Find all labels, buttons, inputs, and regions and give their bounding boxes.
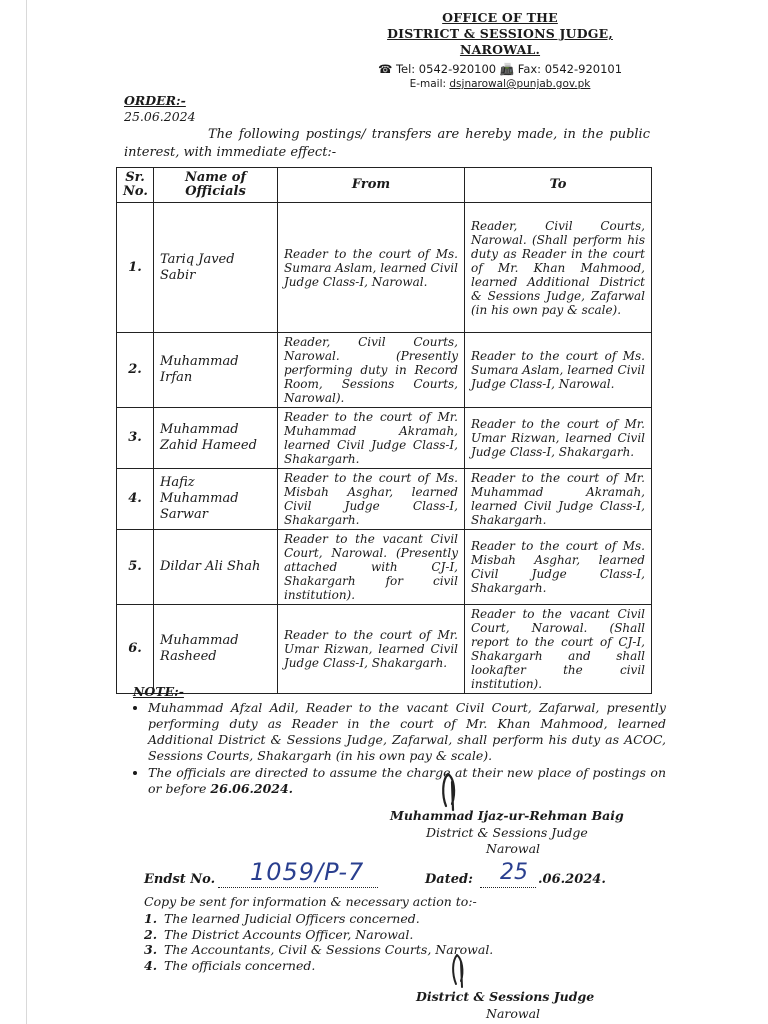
list-text: The District Accounts Officer, Narowal. xyxy=(164,926,414,942)
header-to: To xyxy=(465,168,652,203)
table-row xyxy=(117,469,652,530)
email-label: E-mail: xyxy=(409,78,450,90)
list-number: 4. xyxy=(144,957,158,973)
dated-day: 25 xyxy=(500,860,528,885)
table-row xyxy=(117,530,652,605)
sr-cell: 1. xyxy=(117,203,154,333)
name-cell: Dildar Ali Shah xyxy=(154,530,278,605)
email-link[interactable]: dsjnarowal@punjab.gov.pk xyxy=(449,78,591,90)
header-line-3: NAROWAL. xyxy=(459,42,541,57)
to-cell: Reader to the court of Ms. Misbah Asghar, learned Civil Judge Class-I, Shakargarh. xyxy=(465,530,652,605)
signature-mark-2 xyxy=(446,952,476,990)
endst-number: 1059/P-7 xyxy=(250,858,365,886)
sr-cell: 3. xyxy=(117,408,154,469)
list-item xyxy=(144,942,493,958)
name-cell: Tariq Javed Sabir xyxy=(154,203,278,333)
list-text: The learned Judicial Officers concerned. xyxy=(164,911,420,926)
sr-cell: 6. xyxy=(117,605,154,694)
phone-icon: ☎ xyxy=(377,62,393,76)
note-item xyxy=(148,765,666,797)
to-cell: Reader to the vacant Civil Court, Narowal. (Shall report to the court of CJ-I, Shakargarh and shall lookafter the civil institution). xyxy=(465,605,652,694)
header-sr-no: Sr. No. xyxy=(117,168,154,203)
fax-icon: 📠 xyxy=(499,62,515,76)
notes-list xyxy=(130,700,666,798)
header-name: Name of Officials xyxy=(154,168,278,203)
name-cell: Hafiz Muhammad Sarwar xyxy=(154,469,278,530)
list-item xyxy=(144,958,493,974)
order-label: ORDER:- xyxy=(124,93,186,108)
signatory-place: Narowal xyxy=(486,841,541,856)
sr-cell: 5. xyxy=(117,530,154,605)
header-from: From xyxy=(278,168,465,203)
endorsement-signatory-title: District & Sessions Judge xyxy=(416,989,595,1004)
endst-label: Endst No. xyxy=(144,872,216,887)
dated-dotted-line xyxy=(480,887,536,888)
contact-block xyxy=(350,62,650,92)
to-cell: Reader to the court of Mr. Muhammad Akramah, learned Civil Judge Class-I, Shakargarh. xyxy=(465,469,652,530)
list-text: The Accountants, Civil & Sessions Courts, Narowal. xyxy=(164,942,494,957)
table-row xyxy=(117,408,652,469)
name-cell: Muhammad Zahid Hameed xyxy=(154,408,278,469)
note-label: NOTE:- xyxy=(133,684,184,699)
table-row xyxy=(117,605,652,694)
from-cell: Reader, Civil Courts, Narowal. (Presently performing duty in Record Room, Sessions Courts, Narowal). xyxy=(278,333,465,408)
sr-cell: 2. xyxy=(117,333,154,408)
office-header xyxy=(360,10,640,58)
name-cell: Muhammad Rasheed xyxy=(154,605,278,694)
from-cell: Reader to the court of Ms. Sumara Aslam, learned Civil Judge Class-I, Narowal. xyxy=(278,203,465,333)
order-intro: The following postings/ transfers are hereby made, in the public interest, with immediate effect:- xyxy=(124,127,650,160)
list-item xyxy=(144,927,493,943)
page-margin-line xyxy=(26,0,27,1024)
list-number: 3. xyxy=(144,942,158,957)
table-row xyxy=(117,333,652,408)
note-text: The officials are directed to assume the charge at their new place of postings on or before xyxy=(148,765,666,796)
list-number: 2. xyxy=(144,926,158,942)
from-cell: Reader to the vacant Civil Court, Narowal. (Presently attached with CJ-I, Shakargarh for civil institution). xyxy=(278,530,465,605)
to-cell: Reader, Civil Courts, Narowal. (Shall perform his duty as Reader in the court of Mr. Khan Mahmood, learned Additional District & Sessions Judge, Zafarwal (in his own pay & scale). xyxy=(465,203,652,333)
from-cell: Reader to the court of Mr. Umar Rizwan, learned Civil Judge Class-I, Shakargarh. xyxy=(278,605,465,694)
header-line-2: DISTRICT & SESSIONS JUDGE, xyxy=(387,26,613,41)
list-item xyxy=(144,911,493,927)
copy-list xyxy=(144,911,493,973)
table-header-row xyxy=(117,168,652,203)
copy-intro: Copy be sent for information & necessary action to:- xyxy=(144,894,477,909)
note-deadline: 26.06.2024. xyxy=(210,781,294,796)
endorsement-signatory-place: Narowal xyxy=(486,1006,541,1021)
note-item xyxy=(148,700,666,764)
to-cell: Reader to the court of Mr. Umar Rizwan, learned Civil Judge Class-I, Shakargarh. xyxy=(465,408,652,469)
from-cell: Reader to the court of Ms. Misbah Asghar, learned Civil Judge Class-I, Shakargarh. xyxy=(278,469,465,530)
fax: Fax: 0542-920101 xyxy=(517,62,623,76)
header-line-1: OFFICE OF THE xyxy=(442,10,558,25)
telephone: Tel: 0542-920100 xyxy=(395,62,497,76)
order-date: 25.06.2024 xyxy=(124,109,196,124)
postings-table xyxy=(116,167,652,694)
from-cell: Reader to the court of Mr. Muhammad Akramah, learned Civil Judge Class-I, Shakargarh. xyxy=(278,408,465,469)
name-cell: Muhammad Irfan xyxy=(154,333,278,408)
list-number: 1. xyxy=(144,911,158,926)
signatory-title: District & Sessions Judge xyxy=(426,825,588,840)
to-cell: Reader to the court of Ms. Sumara Aslam, learned Civil Judge Class-I, Narowal. xyxy=(465,333,652,408)
dated-month-year: .06.2024. xyxy=(538,872,606,887)
table-row xyxy=(117,203,652,333)
dated-label: Dated: xyxy=(425,872,473,887)
note-text: Muhammad Afzal Adil, Reader to the vacant Civil Court, Zafarwal, presently performing duty as Reader in the court of Mr. Khan Mahmood, learned Additional District & Sessions Judge, Zafarwal, shall perform his duty as ACOC, Sessions Courts, Shakargarh (in his own pay & scale). xyxy=(148,700,666,763)
endst-dotted-line xyxy=(218,887,378,888)
signatory-name: Muhammad Ijaz-ur-Rehman Baig xyxy=(390,808,624,823)
list-text: The officials concerned. xyxy=(164,957,316,973)
sr-cell: 4. xyxy=(117,469,154,530)
